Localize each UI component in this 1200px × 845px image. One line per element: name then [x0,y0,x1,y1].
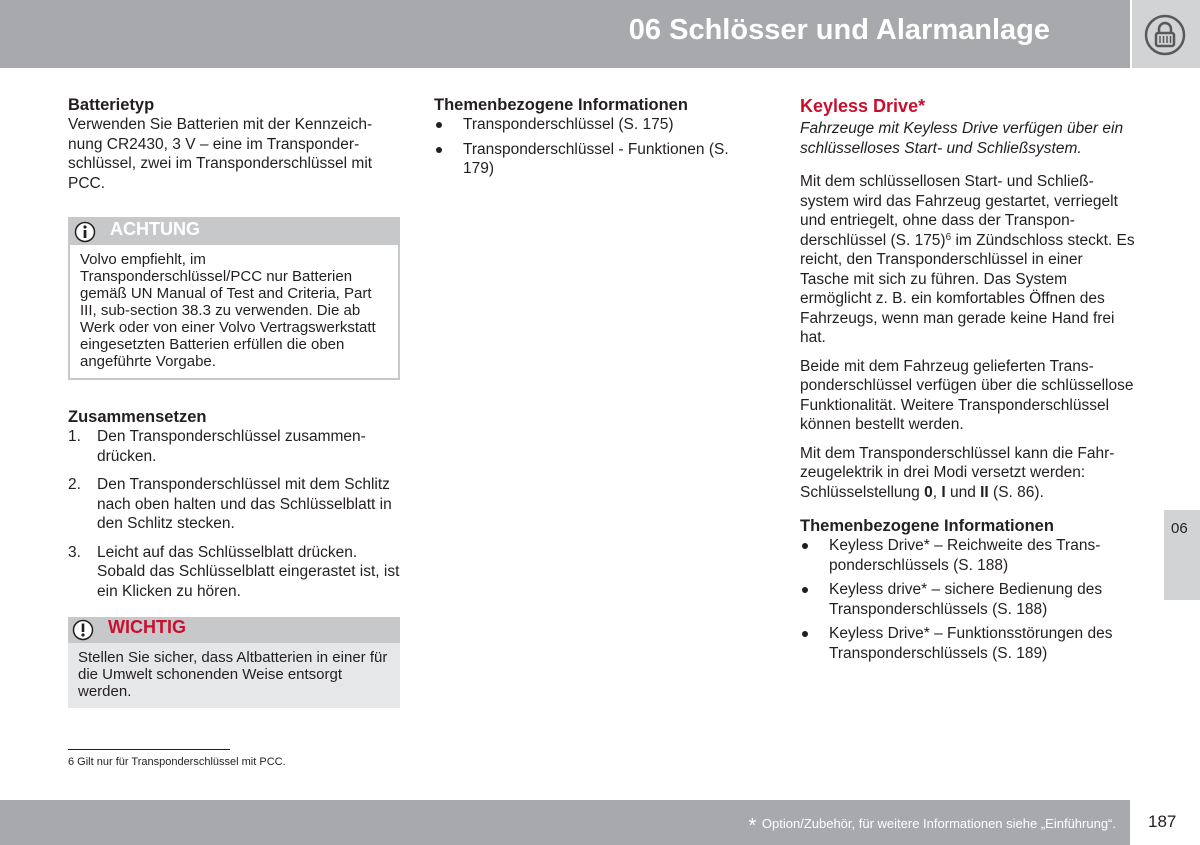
related-link[interactable]: Transponderschlüssel (S. 175) [434,115,734,135]
battery-type-heading: Batterietyp [68,96,155,114]
keyless-drive-intro: Fahrzeuge mit Keyless Drive verfügen über ein schlüsselloses Start- und Schließsystem. [800,120,1124,157]
wichtig-label: WICHTIG [108,617,186,637]
footnote: 6 Gilt nur für Transponderschlüssel mit PCC. [68,756,286,768]
step-text: Leicht auf das Schlüsselblatt drücken. Sobald das Schlüsselblatt eingerastet ist, ist ein Klicken zu hören. [97,543,400,600]
info-icon [74,221,96,243]
column-left [68,95,400,708]
assemble-heading: Zusammensetzen [68,408,207,426]
battery-type-text: Verwenden Sie Batterien mit der Kennzeichnung CR2430, 3 V – eine im Transponderschlüssel, zwei im Transponderschlüssel mit PCC. [68,116,373,192]
footnote-rule [68,749,230,750]
related-link[interactable]: Keyless Drive* – Reichweite des Transponderschlüssels (S. 188) [800,536,1135,575]
step-text: Den Transponderschlüssel zusammendrücken. [97,428,366,465]
option-note: * Option/Zubehör, für weitere Informationen siehe „Einführung“. [748,815,1116,837]
column-middle [434,95,734,184]
chapter-icon-box [1132,0,1200,68]
wichtig-text: Stellen Sie sicher, dass Altbatterien in einer für die Umwelt schonenden Weise entsorgt werden. [78,649,388,700]
related-link[interactable]: Keyless drive* – sichere Bedienung des Transponderschlüssels (S. 188) [800,580,1135,619]
achtung-box [68,217,400,380]
chapter-title: 06 Schlösser und Alarmanlage [628,14,1050,46]
step-item [68,543,400,602]
related-link[interactable]: Keyless Drive* – Funktionsstörungen des Transponderschlüssels (S. 189) [800,624,1135,663]
related-info-heading: Themenbezogene Informationen [434,96,688,114]
achtung-text: Volvo empfiehlt, im Transponderschlüssel/PCC nur Batterien gemäß UN Manual of Test and Criteria, Part III, sub-section 38.3 zu verwenden. Die ab Werk oder von einer Volvo Vertragswerkstatt eingesetzten Batterien erfüllen die oben angeführte Vorgabe. [80,251,376,370]
wichtig-header [68,617,400,643]
step-item [68,475,400,534]
achtung-label: ACHTUNG [110,219,200,239]
footnote-ref: 6 [945,231,952,243]
keyless-paragraph-1: Mit dem schlüssellosen Start- und Schließsystem wird das Fahrzeug gestartet, verriegelt und entriegelt, ohne dass der Transponderschlüssel (S. 175)$^6$ im Zündschloss steckt. Es reicht, den Transponderschlüssel in einer Tasche mit sich zu führen. Das System ermöglicht z. B. ein komfortables Öffnen des Fahrzeugs, wenn man gerade keine Hand frei hat. [800,173,1135,346]
bullet-icon [802,543,808,549]
step-text: Den Transponderschlüssel mit dem Schlitz nach oben halten und das Schlüsselblatt in den Schlitz stecken. [97,476,392,532]
bullet-icon [802,587,808,593]
keyless-paragraph-2: Beide mit dem Fahrzeug gelieferten Transponderschlüssel verfügen über die schlüssellose Funktionalität. Weitere Transponderschlüssel können bestellt werden. [800,357,1134,433]
keyless-related-heading: Themenbezogene Informationen [800,517,1054,535]
bullet-icon [436,122,442,128]
step-item [68,427,400,466]
side-tab-label: 06 [1171,520,1188,537]
achtung-header [70,219,398,245]
warning-exclamation-icon [72,619,94,641]
related-info-list [434,115,734,179]
step-number: 2. [68,476,81,493]
chapter-side-tab [1164,510,1200,600]
page-header [0,0,1130,68]
wichtig-box [68,617,400,708]
keyless-paragraph-3: Mit dem Transponderschlüssel kann die Fahrzeugelektrik in drei Modi versetzt werden: Schlüsselstellung 0, I und II (S. 86). [800,444,1115,501]
step-number: 3. [68,543,81,561]
bullet-icon [436,147,442,153]
keyless-drive-title: Keyless Drive* [800,96,926,116]
step-number: 1. [68,428,81,445]
related-link[interactable]: Transponderschlüssel - Funktionen (S. 179) [434,140,734,179]
lock-icon [1144,14,1186,56]
bullet-icon [802,631,808,637]
column-right [800,95,1135,668]
keyless-related-list [800,536,1135,663]
assemble-steps [68,427,400,601]
page-footer [0,800,1130,845]
page-number: 187 [1148,812,1177,831]
